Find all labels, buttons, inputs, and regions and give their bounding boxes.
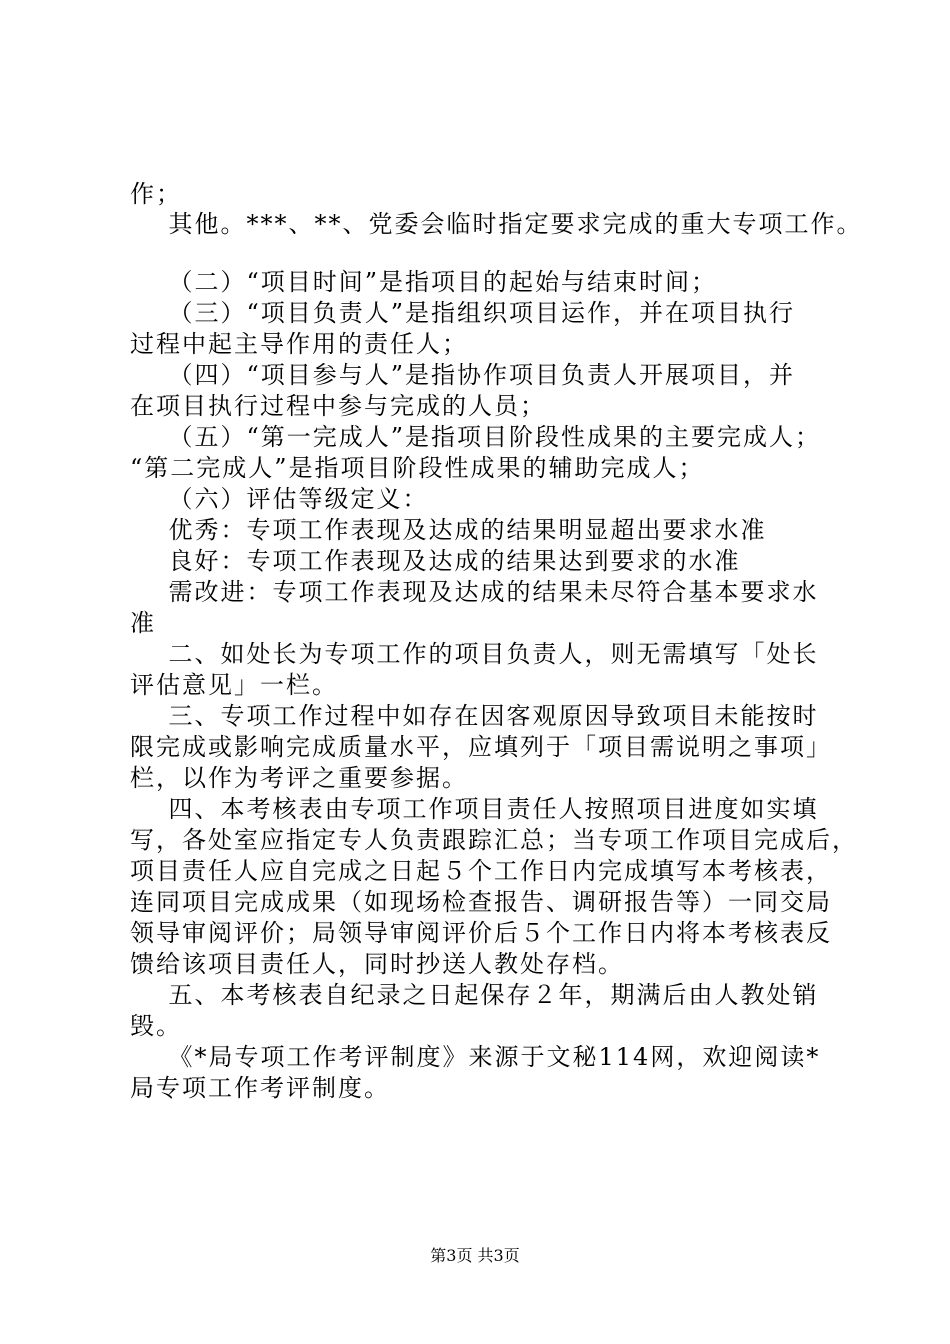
paragraph-line: 毁。 xyxy=(130,1012,182,1040)
paragraph-line: 过程中起主导作用的责任人； xyxy=(130,330,468,358)
paragraph-line: 领导审阅评价；局领导审阅评价后５个工作日内将本考核表反 xyxy=(130,919,832,947)
paragraph-line: 项目责任人应自完成之日起５个工作日内完成填写本考核表， xyxy=(130,857,832,885)
paragraph-line: （六）评估等级定义： xyxy=(130,485,429,513)
paragraph-line: （三）“项目负责人”是指组织项目运作，并在项目执行 xyxy=(130,299,796,327)
paragraph-line: “第二完成人”是指项目阶段性成果的辅助完成人； xyxy=(130,454,705,482)
paragraph-line: 馈给该项目责任人，同时抄送人教处存档。 xyxy=(130,950,624,978)
paragraph-line: 作； xyxy=(130,180,182,208)
paragraph-line: 栏，以作为考评之重要参据。 xyxy=(130,764,468,792)
paragraph-line: 良好：专项工作表现及达成的结果达到要求的水准 xyxy=(130,547,741,575)
paragraph-line: 在项目执行过程中参与完成的人员； xyxy=(130,392,546,420)
paragraph-line: 三、专项工作过程中如存在因客观原因导致项目未能按时 xyxy=(130,702,819,730)
paragraph-line: 需改进：专项工作表现及达成的结果未尽符合基本要求水 xyxy=(130,578,819,606)
paragraph-line: 五、本考核表自纪录之日起保存２年，期满后由人教处销 xyxy=(130,981,819,1009)
paragraph-line: 准 xyxy=(130,609,156,637)
paragraph-line: 评估意见」一栏。 xyxy=(130,671,338,699)
paragraph-line: 局专项工作考评制度。 xyxy=(130,1074,390,1102)
paragraph-line: 二、如处长为专项工作的项目负责人，则无需填写「处长 xyxy=(130,640,819,668)
page-number-footer: 第3页 共3页 xyxy=(430,1246,520,1265)
paragraph-line: 限完成或影响完成质量水平，应填列于「项目需说明之事项」 xyxy=(130,733,832,761)
paragraph-line: 优秀：专项工作表现及达成的结果明显超出要求水准 xyxy=(130,516,767,544)
paragraph-line: 写，各处室应指定专人负责跟踪汇总；当专项工作项目完成后， xyxy=(130,826,858,854)
paragraph-line: 四、本考核表由专项工作项目责任人按照项目进度如实填 xyxy=(130,795,819,823)
paragraph-line: 《*局专项工作考评制度》来源于文秘114网，欢迎阅读* xyxy=(130,1043,821,1071)
paragraph-line: 其他。***、**、党委会临时指定要求完成的重大专项工作。 xyxy=(130,210,863,238)
paragraph-line: 连同项目完成成果（如现场检查报告、调研报告等）一同交局 xyxy=(130,888,832,916)
paragraph-line: （二）“项目时间”是指项目的起始与结束时间； xyxy=(130,268,718,296)
paragraph-line: （四）“项目参与人”是指协作项目负责人开展项目，并 xyxy=(130,361,796,389)
paragraph-line: （五）“第一完成人”是指项目阶段性成果的主要完成人； xyxy=(130,423,822,451)
